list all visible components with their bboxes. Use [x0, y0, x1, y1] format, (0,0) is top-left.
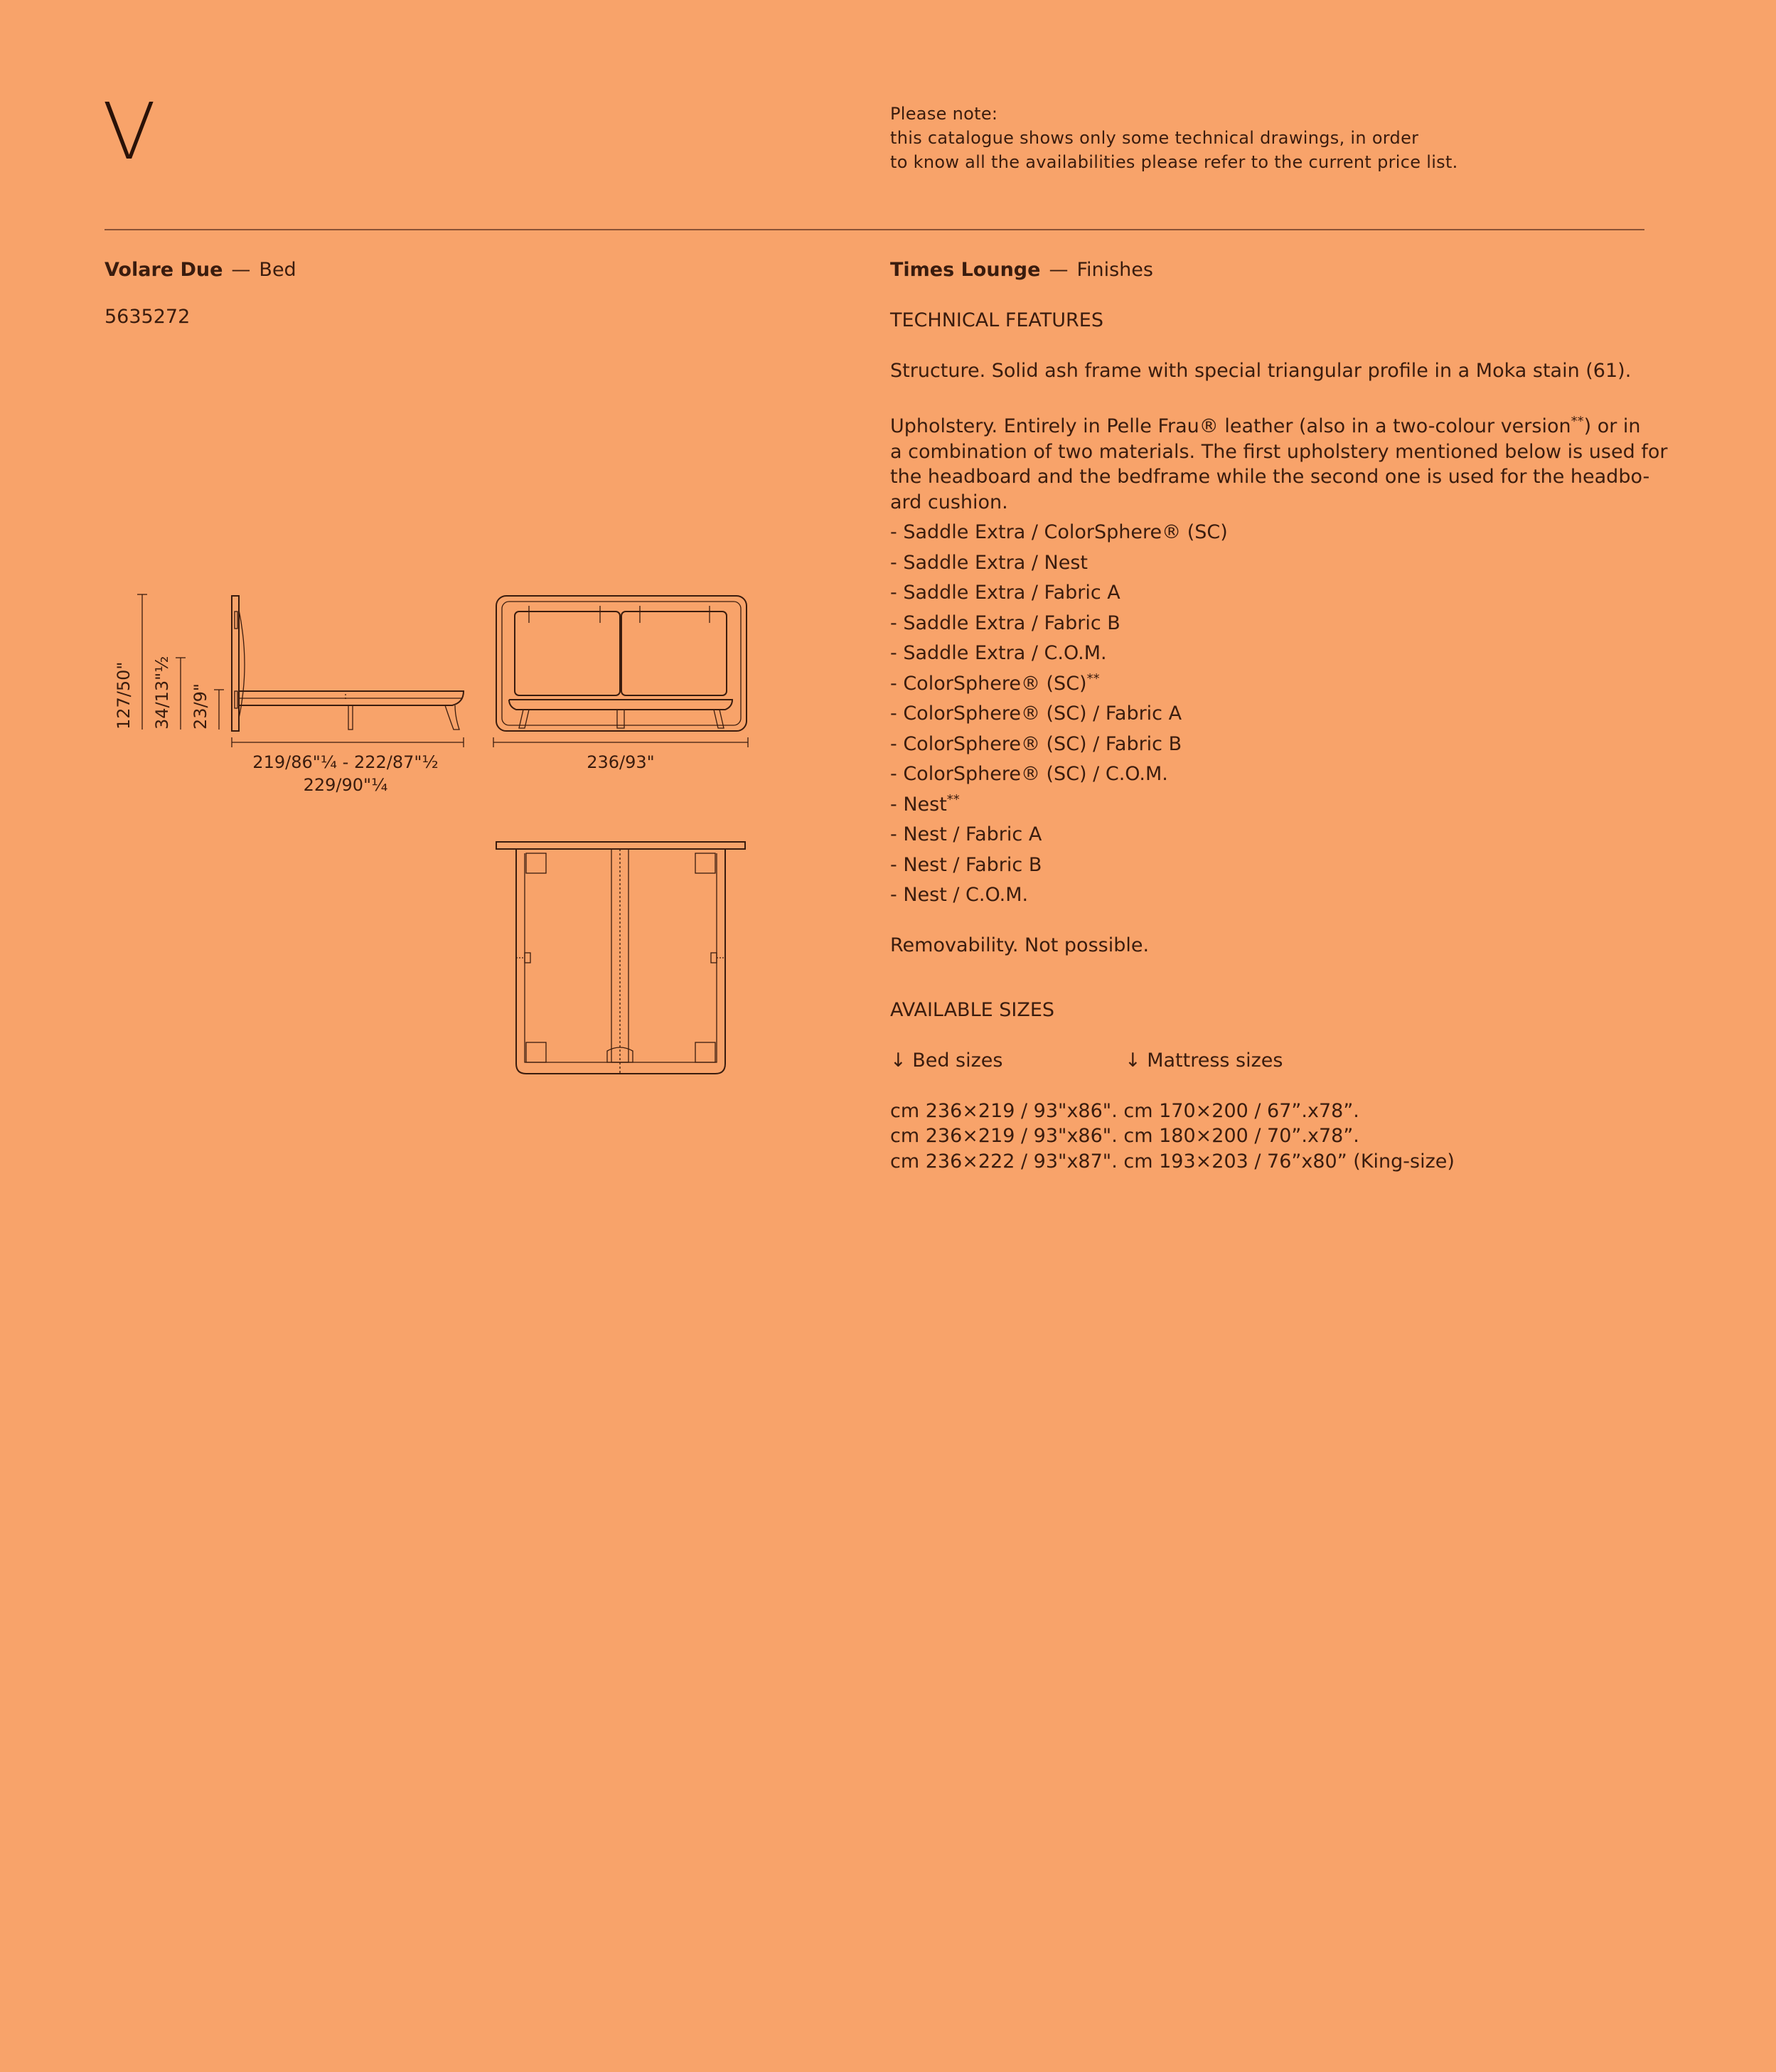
brand-name: Times Lounge: [890, 259, 1041, 281]
list-item: - Nest / Fabric A: [890, 823, 1042, 845]
dim-length-2: 229/90"¼: [303, 775, 388, 795]
list-item: - Saddle Extra / Fabric B: [890, 612, 1120, 634]
upholstery-line: the headboard and the bedframe while the second one is used for the headbo-: [890, 466, 1650, 488]
list-item: - Saddle Extra / ColorSphere® (SC): [890, 521, 1228, 543]
finishes-label: Finishes: [1076, 259, 1153, 281]
upholstery-line: Upholstery. Entirely in Pelle Frau® leather (also in a two-colour version**) or in: [890, 414, 1641, 437]
side-view-drawing: [114, 594, 464, 795]
upholstery-options: [890, 515, 1667, 908]
list-item: - Nest / Fabric B: [890, 853, 1042, 876]
finishes-title: [890, 257, 1667, 283]
finishes-dash: —: [1049, 259, 1069, 281]
note-line: Please note:: [890, 104, 998, 124]
product-code: 5635272: [105, 306, 191, 328]
removability-text: Removability. Not possible.: [890, 934, 1150, 956]
upholstery-line: a combination of two materials. The first upholstery mentioned below is used for: [890, 440, 1668, 463]
list-item: - ColorSphere® (SC) / Fabric B: [890, 732, 1182, 755]
list-item: - Saddle Extra / Nest: [890, 551, 1088, 574]
list-item: - ColorSphere® (SC) / C.O.M.: [890, 763, 1168, 785]
size-row: cm 236×219 / 93"x86". cm 170×200 / 67”.x78”.: [890, 1099, 1359, 1122]
upholstery-line: ard cushion.: [890, 491, 1008, 513]
tech-features-heading: TECHNICAL FEATURES: [890, 309, 1103, 331]
title-dash: —: [231, 259, 251, 281]
list-item: - Nest**: [890, 791, 960, 816]
size-row: cm 236×219 / 93"x86". cm 180×200 / 70”.x78”.: [890, 1125, 1359, 1147]
list-item: - Saddle Extra / C.O.M.: [890, 642, 1107, 664]
sizes-labels: [890, 1048, 1667, 1074]
dim-width: 236/93": [587, 752, 655, 772]
section-letter: V: [102, 86, 156, 177]
structure-text: Structure. Solid ash frame with special triangular profile in a Moka stain (61).: [890, 360, 1632, 382]
size-row: cm 236×222 / 93"x87". cm 193×203 / 76”x80” (King-size): [890, 1150, 1455, 1173]
dim-height-mid: 34/13"½: [152, 656, 172, 730]
note-line: to know all the availabilities please refer to the current price list.: [890, 152, 1458, 172]
technical-drawings: [0, 0, 853, 1138]
front-view-drawing: [493, 596, 748, 772]
product-name: Volare Due: [105, 259, 223, 281]
mattress-sizes-label: ↓ Mattress sizes: [1125, 1049, 1283, 1072]
list-item: - ColorSphere® (SC)**: [890, 671, 1100, 695]
plan-view-drawing: [496, 842, 745, 1074]
dim-height-total: 127/50": [114, 661, 134, 730]
finishes-column: [890, 257, 1667, 1174]
list-item: - ColorSphere® (SC) / Fabric A: [890, 703, 1182, 725]
dim-height-low: 23/9": [191, 683, 210, 730]
list-item: - Nest / C.O.M.: [890, 884, 1029, 906]
bed-sizes-label: ↓ Bed sizes: [890, 1049, 1003, 1072]
list-item: - Saddle Extra / Fabric A: [890, 582, 1120, 604]
catalogue-note: [890, 102, 1458, 174]
product-type: Bed: [259, 259, 296, 281]
sizes-heading: AVAILABLE SIZES: [890, 998, 1055, 1021]
note-line: this catalogue shows only some technical drawings, in order: [890, 128, 1419, 148]
dim-length-1: 219/86"¼ - 222/87"½: [252, 752, 439, 772]
